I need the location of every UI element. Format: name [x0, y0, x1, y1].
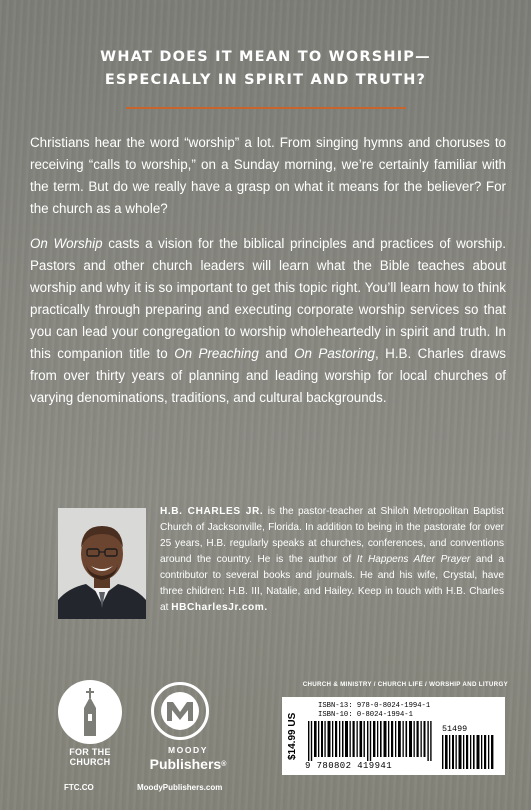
title-on-preaching: On Preaching [174, 346, 259, 361]
headline-line-1: WHAT DOES IT MEAN TO WORSHIP— [100, 49, 431, 65]
description-paragraph-2 [30, 233, 506, 409]
price: $14.99 US [287, 712, 298, 760]
title-on-worship: On Worship [30, 236, 103, 251]
author-name: H.B. CHARLES JR. [160, 506, 264, 517]
description-text: casts a vision for the biblical principles and practices of worship. Pastors and other church leaders will learn what the Bible teaches about worship and why it is so important to get this topic right. You’ll learn how to think practically through preparing and executing corporate worship services so that you can lead your congregation to worship wholeheartedly in spirit and truth. In this companion title to [30, 236, 506, 361]
ftc-line-2: CHURCH [69, 757, 111, 767]
bio-text: is the pastor-teacher at Shiloh Metropolitan Baptist Church of Jacksonville, Florida. In addition to being in the pastorate for over 25 years, H.B. regularly speaks at churches, conferences, and conventions around the country. He is the author of [160, 506, 504, 565]
description [30, 132, 506, 422]
author-bio [160, 504, 504, 616]
isbn-13: ISBN-13: 978-0-8024-1994-1 [318, 702, 431, 710]
moody-publishers-text: Publishers [149, 756, 222, 772]
headline [0, 46, 531, 92]
description-text: and [258, 346, 295, 361]
description-text: , H.B. Charles draws from over thirty years of planning and leading worship for local churches of varying denominations, traditions, and cultural backgrounds. [30, 346, 506, 405]
moody-line-1: MOODY [167, 745, 209, 755]
book-title-it-happens-after-prayer: It Happens After Prayer [356, 554, 471, 565]
author-portrait-image [58, 508, 146, 619]
moody-url[interactable]: MoodyPublishers.com [137, 783, 223, 792]
bio-text: and a contributor to several books and journals. He and his wife, Crystal, have three children: H.B. III, Natalie, and Hailey. Keep in touch with H.B. Charles at [160, 554, 504, 613]
barcode-digits: 9 780802 419941 [305, 761, 393, 771]
headline-line-2: ESPECIALLY IN SPIRIT AND TRUTH? [104, 72, 427, 88]
for-the-church-wordmark [50, 747, 130, 767]
price-addon-digits: 51499 [442, 724, 468, 734]
author-website-link[interactable]: HBCharlesJr.com. [171, 602, 268, 613]
moody-m-icon [154, 685, 206, 737]
church-steeple-icon [58, 680, 122, 744]
bisac-category: CHURCH & MINISTRY / CHURCH LIFE / WORSHIP AND LITURGY [302, 681, 508, 688]
for-the-church-logo [58, 680, 122, 744]
moody-publishers-logo [151, 682, 209, 740]
ean-barcode [308, 721, 432, 761]
ftc-line-1: FOR THE [69, 747, 111, 757]
moody-line-2 [138, 756, 238, 773]
description-paragraph-1: Christians hear the word “worship” a lot. From singing hymns and choruses to receiving “calls to worship,” on a Sunday morning, we’re certainly familiar with the term. But do we really have a grasp on what it means for the believer? For the church as a whole? [30, 135, 506, 216]
moody-publishers-wordmark [138, 745, 238, 773]
ftc-url[interactable]: FTC.CO [64, 783, 94, 792]
price-addon-barcode [442, 735, 494, 769]
title-on-pastoring: On Pastoring [294, 346, 375, 361]
isbn-10: ISBN-10: 0-8024-1994-1 [318, 711, 413, 719]
author-photo [58, 508, 146, 619]
barcode-box [282, 697, 505, 775]
registered-mark: ® [221, 761, 227, 768]
accent-rule [126, 107, 406, 109]
